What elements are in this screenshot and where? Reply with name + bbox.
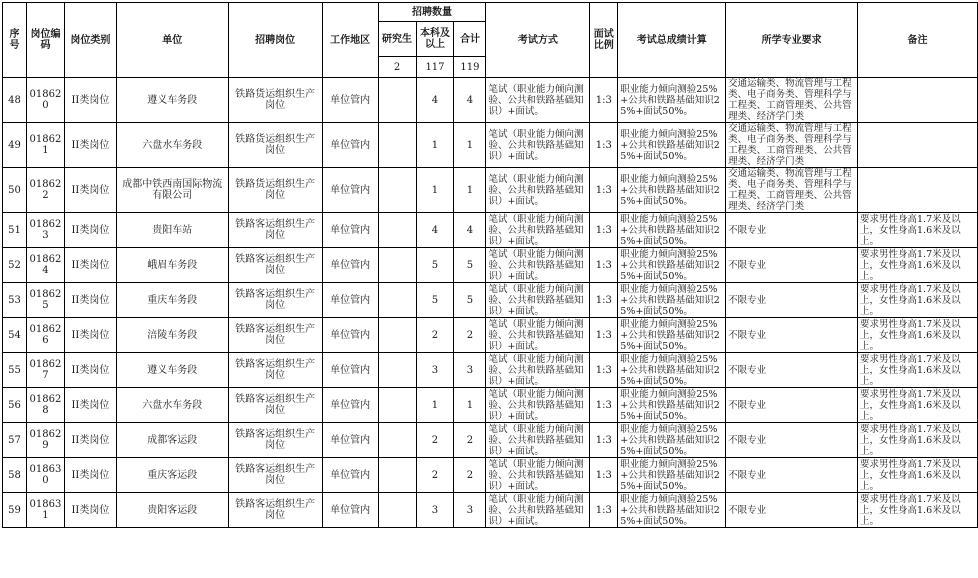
cell-major: 交通运输类、物流管理与工程类、电子商务类、管理科学与工程类、工商管理类、公共管理类、经济学门类 — [726, 123, 858, 168]
cell-seq: 52 — [3, 248, 27, 283]
cell-position: 铁路客运组织生产岗位 — [228, 353, 322, 388]
cell-seq: 59 — [3, 493, 27, 528]
cell-total: 2 — [454, 458, 486, 493]
cell-unit: 成都中铁西南国际物流有限公司 — [116, 168, 228, 213]
cell-seq: 51 — [3, 213, 27, 248]
cell-seq: 50 — [3, 168, 27, 213]
cell-exam: 笔试（职业能力倾向测验、公共和铁路基础知识）+面试。 — [486, 458, 590, 493]
cell-major: 交通运输类、物流管理与工程类、电子商务类、管理科学与工程类、工商管理类、公共管理类、经济学门类 — [726, 78, 858, 123]
cell-code: 018624 — [26, 248, 64, 283]
cell-remark: 要求男性身高1.7米及以上，女性身高1.6米及以上。 — [858, 213, 978, 248]
cell-category: II类岗位 — [64, 353, 116, 388]
cell-score: 职业能力倾向测验25%+公共和铁路基础知识25%+面试50%。 — [618, 248, 726, 283]
cell-grad — [378, 283, 416, 318]
cell-position: 铁路客运组织生产岗位 — [228, 318, 322, 353]
cell-total: 1 — [454, 388, 486, 423]
cell-exam: 笔试（职业能力倾向测验、公共和铁路基础知识）+面试。 — [486, 168, 590, 213]
cell-exam: 笔试（职业能力倾向测验、公共和铁路基础知识）+面试。 — [486, 353, 590, 388]
cell-category: II类岗位 — [64, 423, 116, 458]
cell-score: 职业能力倾向测验25%+公共和铁路基础知识25%+面试50%。 — [618, 78, 726, 123]
cell-code: 018625 — [26, 283, 64, 318]
cell-position: 铁路客运组织生产岗位 — [228, 248, 322, 283]
cell-seq: 56 — [3, 388, 27, 423]
cell-major: 不限专业 — [726, 283, 858, 318]
cell-remark: 要求男性身高1.7米及以上，女性身高1.6米及以上。 — [858, 388, 978, 423]
cell-ratio: 1:3 — [590, 493, 618, 528]
cell-remark: 要求男性身高1.7米及以上，女性身高1.6米及以上。 — [858, 283, 978, 318]
cell-major: 不限专业 — [726, 213, 858, 248]
cell-remark: 要求男性身高1.7米及以上，女性身高1.6米及以上。 — [858, 423, 978, 458]
cell-area: 单位管内 — [322, 423, 378, 458]
cell-total: 1 — [454, 123, 486, 168]
cell-code: 018628 — [26, 388, 64, 423]
cell-category: II类岗位 — [64, 123, 116, 168]
cell-bachelor: 5 — [416, 283, 454, 318]
recruitment-table — [2, 2, 978, 528]
cell-seq: 57 — [3, 423, 27, 458]
cell-unit: 重庆车务段 — [116, 283, 228, 318]
col-grad-header: 研究生 — [378, 22, 416, 57]
cell-remark — [858, 168, 978, 213]
cell-bachelor: 4 — [416, 78, 454, 123]
cell-category: II类岗位 — [64, 318, 116, 353]
table-row — [3, 248, 978, 283]
cell-category: II类岗位 — [64, 78, 116, 123]
cell-unit: 遵义车务段 — [116, 78, 228, 123]
header-row-1 — [3, 3, 978, 22]
cell-exam: 笔试（职业能力倾向测验、公共和铁路基础知识）+面试。 — [486, 493, 590, 528]
col-seq-header: 序号 — [3, 3, 27, 78]
cell-category: II类岗位 — [64, 168, 116, 213]
total-grad: 2 — [378, 57, 416, 78]
col-score-header: 考试总成绩计算 — [618, 3, 726, 78]
col-ratio-header: 面试比例 — [590, 3, 618, 78]
cell-score: 职业能力倾向测验25%+公共和铁路基础知识25%+面试50%。 — [618, 168, 726, 213]
total-all: 119 — [454, 57, 486, 78]
col-total-header: 合计 — [454, 22, 486, 57]
cell-seq: 55 — [3, 353, 27, 388]
cell-unit: 贵阳车站 — [116, 213, 228, 248]
col-remark-header: 备注 — [858, 3, 978, 78]
col-exam-header: 考试方式 — [486, 3, 590, 78]
cell-category: II类岗位 — [64, 213, 116, 248]
cell-unit: 贵阳客运段 — [116, 493, 228, 528]
cell-exam: 笔试（职业能力倾向测验、公共和铁路基础知识）+面试。 — [486, 283, 590, 318]
cell-code: 018623 — [26, 213, 64, 248]
cell-remark: 要求男性身高1.7米及以上，女性身高1.6米及以上。 — [858, 248, 978, 283]
cell-position: 铁路货运组织生产岗位 — [228, 78, 322, 123]
cell-total: 2 — [454, 423, 486, 458]
cell-score: 职业能力倾向测验25%+公共和铁路基础知识25%+面试50%。 — [618, 388, 726, 423]
cell-position: 铁路货运组织生产岗位 — [228, 168, 322, 213]
cell-seq: 49 — [3, 123, 27, 168]
table-row — [3, 493, 978, 528]
cell-grad — [378, 493, 416, 528]
col-position-header: 招聘岗位 — [228, 3, 322, 78]
cell-area: 单位管内 — [322, 458, 378, 493]
cell-remark: 要求男性身高1.7米及以上，女性身高1.6米及以上。 — [858, 458, 978, 493]
cell-major: 不限专业 — [726, 318, 858, 353]
cell-grad — [378, 353, 416, 388]
total-bachelor: 117 — [416, 57, 454, 78]
cell-score: 职业能力倾向测验25%+公共和铁路基础知识25%+面试50%。 — [618, 123, 726, 168]
cell-bachelor: 4 — [416, 213, 454, 248]
cell-exam: 笔试（职业能力倾向测验、公共和铁路基础知识）+面试。 — [486, 388, 590, 423]
cell-total: 2 — [454, 318, 486, 353]
cell-remark: 要求男性身高1.7米及以上，女性身高1.6米及以上。 — [858, 493, 978, 528]
cell-unit: 峨眉车务段 — [116, 248, 228, 283]
cell-area: 单位管内 — [322, 283, 378, 318]
cell-bachelor: 2 — [416, 318, 454, 353]
cell-bachelor: 2 — [416, 423, 454, 458]
cell-ratio: 1:3 — [590, 423, 618, 458]
cell-category: II类岗位 — [64, 283, 116, 318]
cell-ratio: 1:3 — [590, 318, 618, 353]
cell-score: 职业能力倾向测验25%+公共和铁路基础知识25%+面试50%。 — [618, 283, 726, 318]
cell-major: 不限专业 — [726, 458, 858, 493]
cell-score: 职业能力倾向测验25%+公共和铁路基础知识25%+面试50%。 — [618, 318, 726, 353]
cell-position: 铁路客运组织生产岗位 — [228, 213, 322, 248]
cell-area: 单位管内 — [322, 493, 378, 528]
cell-remark: 要求男性身高1.7米及以上，女性身高1.6米及以上。 — [858, 318, 978, 353]
table-row — [3, 168, 978, 213]
cell-unit: 遵义车务段 — [116, 353, 228, 388]
cell-grad — [378, 123, 416, 168]
cell-seq: 58 — [3, 458, 27, 493]
table-row — [3, 213, 978, 248]
cell-unit: 六盘水车务段 — [116, 123, 228, 168]
cell-unit: 成都客运段 — [116, 423, 228, 458]
cell-major: 不限专业 — [726, 248, 858, 283]
cell-grad — [378, 168, 416, 213]
cell-major: 不限专业 — [726, 423, 858, 458]
cell-grad — [378, 213, 416, 248]
cell-ratio: 1:3 — [590, 388, 618, 423]
cell-score: 职业能力倾向测验25%+公共和铁路基础知识25%+面试50%。 — [618, 353, 726, 388]
cell-grad — [378, 458, 416, 493]
cell-grad — [378, 318, 416, 353]
cell-area: 单位管内 — [322, 123, 378, 168]
cell-ratio: 1:3 — [590, 123, 618, 168]
cell-total: 4 — [454, 78, 486, 123]
cell-unit: 涪陵车务段 — [116, 318, 228, 353]
cell-grad — [378, 423, 416, 458]
cell-total: 3 — [454, 493, 486, 528]
cell-area: 单位管内 — [322, 388, 378, 423]
table-row — [3, 123, 978, 168]
cell-bachelor: 1 — [416, 388, 454, 423]
cell-major: 不限专业 — [726, 388, 858, 423]
cell-unit: 六盘水车务段 — [116, 388, 228, 423]
table-body — [3, 78, 978, 528]
recruitment-sheet — [2, 2, 978, 528]
cell-code: 018631 — [26, 493, 64, 528]
cell-score: 职业能力倾向测验25%+公共和铁路基础知识25%+面试50%。 — [618, 458, 726, 493]
cell-seq: 48 — [3, 78, 27, 123]
cell-bachelor: 2 — [416, 458, 454, 493]
cell-ratio: 1:3 — [590, 248, 618, 283]
cell-score: 职业能力倾向测验25%+公共和铁路基础知识25%+面试50%。 — [618, 423, 726, 458]
cell-category: II类岗位 — [64, 388, 116, 423]
cell-exam: 笔试（职业能力倾向测验、公共和铁路基础知识）+面试。 — [486, 423, 590, 458]
cell-bachelor: 3 — [416, 493, 454, 528]
col-major-header: 所学专业要求 — [726, 3, 858, 78]
cell-total: 1 — [454, 168, 486, 213]
table-row — [3, 388, 978, 423]
cell-category: II类岗位 — [64, 458, 116, 493]
table-row — [3, 423, 978, 458]
cell-bachelor: 3 — [416, 353, 454, 388]
cell-position: 铁路货运组织生产岗位 — [228, 123, 322, 168]
cell-exam: 笔试（职业能力倾向测验、公共和铁路基础知识）+面试。 — [486, 78, 590, 123]
cell-exam: 笔试（职业能力倾向测验、公共和铁路基础知识）+面试。 — [486, 123, 590, 168]
table-row — [3, 458, 978, 493]
cell-total: 3 — [454, 353, 486, 388]
cell-major: 交通运输类、物流管理与工程类、电子商务类、管理科学与工程类、工商管理类、公共管理类、经济学门类 — [726, 168, 858, 213]
cell-ratio: 1:3 — [590, 213, 618, 248]
table-row — [3, 283, 978, 318]
cell-area: 单位管内 — [322, 213, 378, 248]
cell-ratio: 1:3 — [590, 78, 618, 123]
cell-code: 018630 — [26, 458, 64, 493]
cell-bachelor: 5 — [416, 248, 454, 283]
col-count-group-header: 招聘数量 — [378, 3, 486, 22]
cell-code: 018629 — [26, 423, 64, 458]
cell-code: 018622 — [26, 168, 64, 213]
cell-remark: 要求男性身高1.7米及以上，女性身高1.6米及以上。 — [858, 353, 978, 388]
col-area-header: 工作地区 — [322, 3, 378, 78]
cell-exam: 笔试（职业能力倾向测验、公共和铁路基础知识）+面试。 — [486, 318, 590, 353]
cell-position: 铁路客运组织生产岗位 — [228, 458, 322, 493]
cell-seq: 53 — [3, 283, 27, 318]
cell-unit: 重庆客运段 — [116, 458, 228, 493]
table-row — [3, 353, 978, 388]
cell-area: 单位管内 — [322, 318, 378, 353]
cell-bachelor: 1 — [416, 123, 454, 168]
table-row — [3, 318, 978, 353]
cell-total: 5 — [454, 283, 486, 318]
cell-major: 不限专业 — [726, 353, 858, 388]
cell-area: 单位管内 — [322, 248, 378, 283]
cell-remark — [858, 78, 978, 123]
cell-code: 018620 — [26, 78, 64, 123]
cell-ratio: 1:3 — [590, 283, 618, 318]
cell-area: 单位管内 — [322, 168, 378, 213]
cell-major: 不限专业 — [726, 493, 858, 528]
cell-bachelor: 1 — [416, 168, 454, 213]
cell-position: 铁路客运组织生产岗位 — [228, 388, 322, 423]
cell-area: 单位管内 — [322, 353, 378, 388]
cell-score: 职业能力倾向测验25%+公共和铁路基础知识25%+面试50%。 — [618, 493, 726, 528]
cell-ratio: 1:3 — [590, 168, 618, 213]
cell-area: 单位管内 — [322, 78, 378, 123]
col-bachelor-header: 本科及以上 — [416, 22, 454, 57]
cell-total: 4 — [454, 213, 486, 248]
cell-exam: 笔试（职业能力倾向测验、公共和铁路基础知识）+面试。 — [486, 213, 590, 248]
cell-position: 铁路客运组织生产岗位 — [228, 493, 322, 528]
cell-ratio: 1:3 — [590, 353, 618, 388]
cell-remark — [858, 123, 978, 168]
cell-seq: 54 — [3, 318, 27, 353]
cell-total: 5 — [454, 248, 486, 283]
table-row — [3, 78, 978, 123]
cell-code: 018626 — [26, 318, 64, 353]
cell-score: 职业能力倾向测验25%+公共和铁路基础知识25%+面试50%。 — [618, 213, 726, 248]
cell-category: II类岗位 — [64, 248, 116, 283]
cell-grad — [378, 78, 416, 123]
cell-grad — [378, 388, 416, 423]
cell-ratio: 1:3 — [590, 458, 618, 493]
cell-position: 铁路客运组织生产岗位 — [228, 283, 322, 318]
cell-code: 018627 — [26, 353, 64, 388]
col-category-header: 岗位类别 — [64, 3, 116, 78]
cell-position: 铁路客运组织生产岗位 — [228, 423, 322, 458]
col-code-header: 岗位编码 — [26, 3, 64, 78]
cell-grad — [378, 248, 416, 283]
col-unit-header: 单位 — [116, 3, 228, 78]
cell-code: 018621 — [26, 123, 64, 168]
cell-exam: 笔试（职业能力倾向测验、公共和铁路基础知识）+面试。 — [486, 248, 590, 283]
cell-category: II类岗位 — [64, 493, 116, 528]
